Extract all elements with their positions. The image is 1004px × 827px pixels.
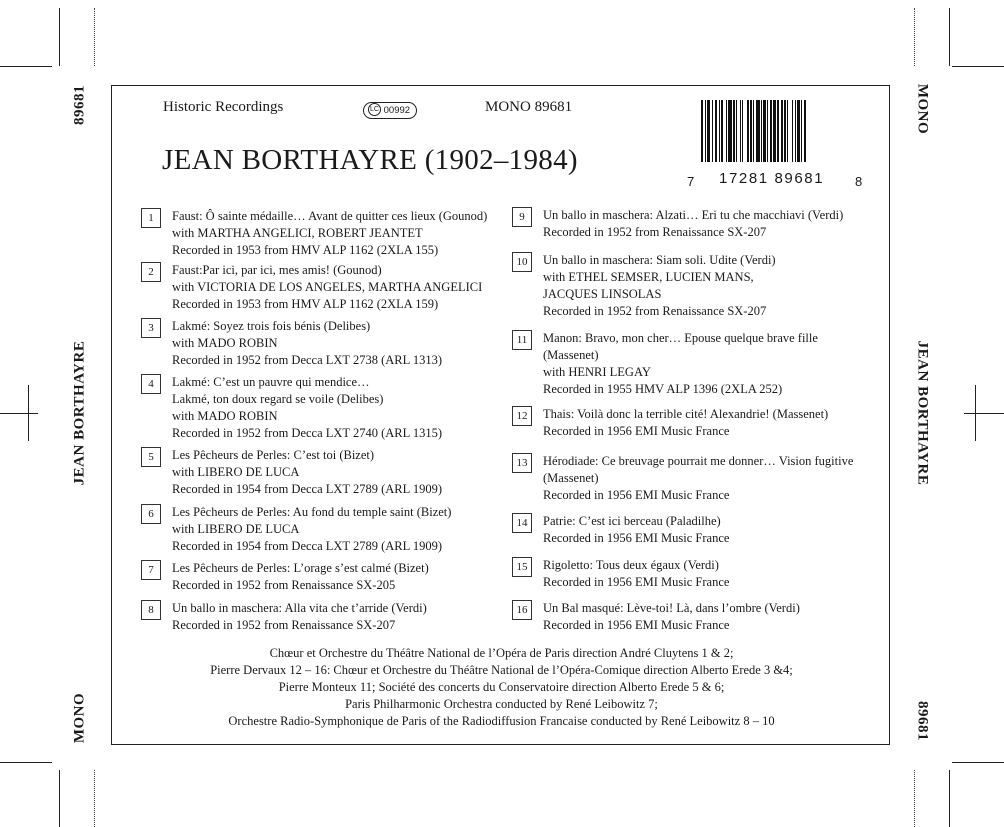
track-entry xyxy=(172,262,482,313)
track-number: 13 xyxy=(512,453,532,473)
track-number: 1 xyxy=(141,208,161,228)
back-cover-panel xyxy=(111,85,890,745)
track-detail: Recorded in 1954 from Decca LXT 2789 (ARL 1909) xyxy=(172,539,443,553)
track-entry xyxy=(543,252,776,320)
track-detail: Recorded in 1952 from Renaissance SX-205 xyxy=(172,578,396,592)
track-detail: with LIBERO DE LUCA xyxy=(172,465,300,479)
track-detail: JACQUES LINSOLAS xyxy=(543,287,662,301)
crop-mark xyxy=(59,770,60,827)
track-title: Un ballo in maschera: Alzati… Eri tu che macchiavi (Verdi) xyxy=(543,208,844,222)
registration-mark xyxy=(964,413,1004,414)
track-entry xyxy=(172,318,442,369)
track-entry xyxy=(543,330,818,398)
spine-left-mono: MONO xyxy=(71,692,88,744)
track-detail: Recorded in 1952 from Renaissance SX-207 xyxy=(172,618,396,632)
spine-left-catalog: 89681 xyxy=(71,85,88,125)
track-title: Manon: Bravo, mon cher… Epouse quelque brave fille xyxy=(543,331,818,345)
track-detail: Recorded in 1956 EMI Music France xyxy=(543,575,730,589)
track-title: Faust: Ô sainte médaille… Avant de quitter ces lieux (Gounod) xyxy=(172,209,488,223)
track-number: 11 xyxy=(512,330,532,350)
track-number: 8 xyxy=(141,600,161,620)
label-code xyxy=(363,102,417,119)
track-detail: Recorded in 1955 HMV ALP 1396 (2XLA 252) xyxy=(543,382,783,396)
track-title: Un Bal masqué: Lève-toi! Là, dans l’ombre (Verdi) xyxy=(543,601,800,615)
track-title: Faust:Par ici, par ici, mes amis! (Gounod) xyxy=(172,263,382,277)
album-title: JEAN BORTHAYRE (1902–1984) xyxy=(162,144,578,176)
track-entry xyxy=(172,560,429,594)
track-number: 3 xyxy=(141,318,161,338)
spine-right-mono: MONO xyxy=(914,83,931,135)
crop-mark xyxy=(949,770,950,827)
track-title: Lakmé: Soyez trois fois bénis (Delibes) xyxy=(172,319,371,333)
track-entry xyxy=(172,504,451,555)
fold-mark xyxy=(914,770,915,827)
track-detail: with MADO ROBIN xyxy=(172,336,278,350)
track-entry xyxy=(172,208,487,259)
track-detail: Recorded in 1953 from HMV ALP 1162 (2XLA 159) xyxy=(172,297,439,311)
track-detail: Recorded in 1952 from Decca LXT 2740 (ARL 1315) xyxy=(172,426,443,440)
performer-credits xyxy=(112,645,891,730)
spine-right-catalog: 89681 xyxy=(914,701,931,741)
fold-mark xyxy=(914,8,915,66)
track-number: 5 xyxy=(141,447,161,467)
barcode xyxy=(687,100,863,189)
crop-mark xyxy=(0,66,52,67)
fold-mark xyxy=(94,770,95,827)
crop-mark xyxy=(0,762,52,763)
track-detail: with MARTHA ANGELICI, ROBERT JEANTET xyxy=(172,226,423,240)
credit-line: Pierre Dervaux 12 – 16: Chœur et Orchestre du Théâtre National de l’Opéra-Comique direction Alberto Erede 3 &4; xyxy=(210,663,793,677)
barcode-bars xyxy=(701,100,849,162)
track-detail: with LIBERO DE LUCA xyxy=(172,522,300,536)
barcode-lead-digit: 7 xyxy=(687,174,695,189)
track-detail: Recorded in 1956 EMI Music France xyxy=(543,424,730,438)
track-detail: with ETHEL SEMSER, LUCIEN MANS, xyxy=(543,270,754,284)
crop-mark xyxy=(952,66,1004,67)
track-number: 16 xyxy=(512,600,532,620)
track-detail: with VICTORIA DE LOS ANGELES, MARTHA ANGELICI xyxy=(172,280,483,294)
track-entry xyxy=(543,406,828,440)
track-detail: Recorded in 1952 from Renaissance SX-207 xyxy=(543,225,767,239)
track-detail: Recorded in 1953 from HMV ALP 1162 (2XLA 155) xyxy=(172,243,439,257)
registration-mark xyxy=(975,385,976,441)
barcode-tail-digit: 8 xyxy=(855,174,863,189)
track-detail: with MADO ROBIN xyxy=(172,409,278,423)
track-number: 12 xyxy=(512,406,532,426)
track-title: Les Pêcheurs de Perles: Au fond du temple saint (Bizet) xyxy=(172,505,452,519)
track-number: 9 xyxy=(512,207,532,227)
track-entry xyxy=(543,453,853,504)
track-detail: Recorded in 1952 from Renaissance SX-207 xyxy=(543,304,767,318)
track-detail: with HENRI LEGAY xyxy=(543,365,651,379)
track-detail: Recorded in 1954 from Decca LXT 2789 (ARL 1909) xyxy=(172,482,443,496)
crop-mark xyxy=(949,8,950,66)
track-title: Hérodiade: Ce breuvage pourrait me donner… Vision fugitive xyxy=(543,454,854,468)
track-title: Patrie: C’est ici berceau (Paladilhe) xyxy=(543,514,721,528)
track-number: 6 xyxy=(141,504,161,524)
track-number: 10 xyxy=(512,252,532,272)
track-title: Les Pêcheurs de Perles: L’orage s’est calmé (Bizet) xyxy=(172,561,429,575)
track-entry xyxy=(172,600,427,634)
track-detail: Recorded in 1952 from Decca LXT 2738 (ARL 1313) xyxy=(172,353,443,367)
track-title: Lakmé: C’est un pauvre qui mendice… xyxy=(172,375,370,389)
track-title: Un ballo in maschera: Alla vita che t’arride (Verdi) xyxy=(172,601,427,615)
lc-code: 00992 xyxy=(383,105,411,116)
track-number: 14 xyxy=(512,513,532,533)
track-title: Les Pêcheurs de Perles: C’est toi (Bizet) xyxy=(172,448,375,462)
spine-right-title: JEAN BORTHAYRE xyxy=(914,340,931,486)
track-number: 4 xyxy=(141,374,161,394)
track-detail: (Massenet) xyxy=(543,348,599,362)
track-number: 7 xyxy=(141,560,161,580)
crop-mark xyxy=(59,8,60,66)
track-entry xyxy=(543,207,843,241)
track-number: 15 xyxy=(512,557,532,577)
track-detail: Recorded in 1956 EMI Music France xyxy=(543,488,730,502)
registration-mark xyxy=(28,385,29,441)
barcode-gap xyxy=(806,100,807,162)
registration-mark xyxy=(0,413,38,414)
track-detail: Recorded in 1956 EMI Music France xyxy=(543,531,730,545)
track-entry xyxy=(172,447,442,498)
track-detail: (Massenet) xyxy=(543,471,599,485)
track-detail: Recorded in 1956 EMI Music France xyxy=(543,618,730,632)
crop-mark xyxy=(952,762,1004,763)
fold-mark xyxy=(94,8,95,66)
track-number: 2 xyxy=(141,262,161,282)
track-title: Rigoletto: Tous deux égaux (Verdi) xyxy=(543,558,719,572)
catalog-number: MONO 89681 xyxy=(485,99,573,115)
spine-left-title: JEAN BORTHAYRE xyxy=(71,340,88,486)
credit-line: Paris Philharmonic Orchestra conducted by René Leibowitz 7; xyxy=(345,697,658,711)
barcode-digits: 17281 89681 xyxy=(719,170,825,187)
track-entry xyxy=(543,600,800,634)
track-detail: Lakmé, ton doux regard se voile (Delibes) xyxy=(172,392,384,406)
credit-line: Pierre Monteux 11; Société des concerts du Conservatoire direction Alberto Erede 5 & 6; xyxy=(278,680,725,694)
track-entry xyxy=(172,374,442,442)
track-title: Un ballo in maschera: Siam soli. Udite (Verdi) xyxy=(543,253,776,267)
series-label: Historic Recordings xyxy=(163,99,284,115)
credit-line: Chœur et Orchestre du Théâtre National de l’Opéra de Paris direction André Cluytens 1 & 2; xyxy=(269,646,734,660)
credit-line: Orchestre Radio-Symphonique de Paris of the Radiodiffusion Francaise conducted by René Leibowitz 8 – 10 xyxy=(228,714,775,728)
track-entry xyxy=(543,557,729,591)
track-title: Thais: Voilà donc la terrible cité! Alexandrie! (Massenet) xyxy=(543,407,829,421)
track-entry xyxy=(543,513,729,547)
lc-logo: LC xyxy=(368,103,381,116)
